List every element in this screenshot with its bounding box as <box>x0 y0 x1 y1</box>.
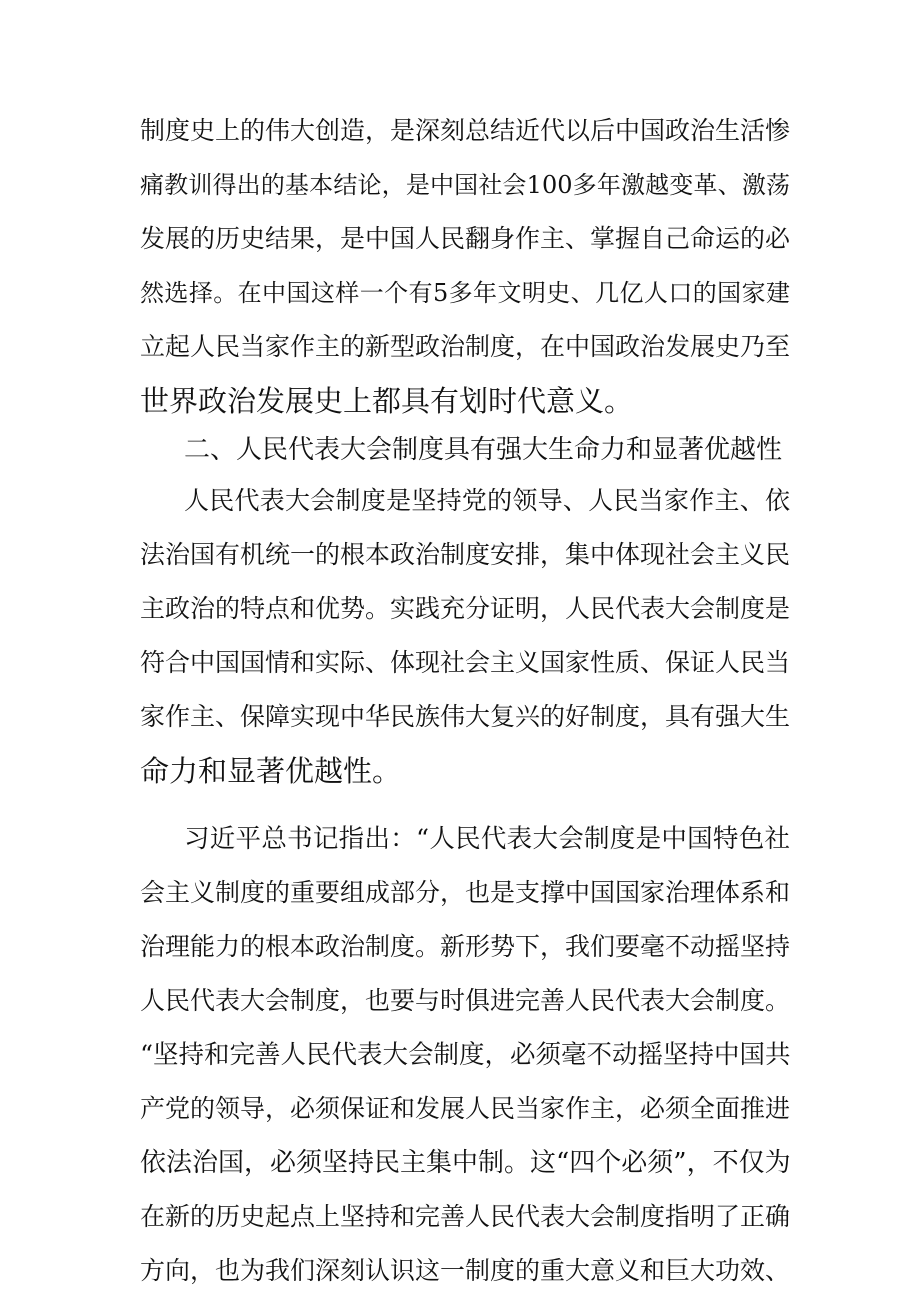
paragraph-3-line-6: 产党的领导，必须保证和发展人民当家作主，必须全面推进 <box>140 1094 791 1123</box>
paragraph-3-line-7: 依法治国，必须坚持民主集中制。这“四个必须”，不仅为 <box>140 1148 791 1178</box>
paragraph-3-line-5: “坚持和完善人民代表大会制度，必须毫不动摇坚持中国共 <box>140 1040 791 1070</box>
paragraph-3-line-4: 人民代表大会制度，也要与时俱进完善人民代表大会制度。 <box>140 986 791 1015</box>
paragraph-2-line-5: 家作主、保障实现中华民族伟大复兴的好制度，具有强大生 <box>140 702 791 731</box>
paragraph-2-line-1: 人民代表大会制度是坚持党的领导、人民当家作主、依 <box>184 486 790 515</box>
paragraph-1-line-2: 痛教训得出的基本结论，是中国社会100多年激越变革、激荡 <box>140 171 790 199</box>
paragraph-3-line-9: 方向，也为我们深刻认识这一制度的重大意义和巨大功效、 <box>140 1256 791 1285</box>
paragraph-2-line-6: 命力和显著优越性。 <box>140 754 402 788</box>
paragraph-2-line-4: 符合中国国情和实际、体现社会主义国家性质、保证人民当 <box>140 648 791 677</box>
paragraph-3-line-1: 习近平总书记指出：“人民代表大会制度是中国特色社 <box>184 824 790 854</box>
paragraph-1-line-1: 制度史上的伟大创造，是深刻总结近代以后中国政治生活惨 <box>140 116 791 145</box>
paragraph-2-line-2: 法治国有机统一的根本政治制度安排，集中体现社会主义民 <box>140 540 791 569</box>
paragraph-3-line-3: 治理能力的根本政治制度。新形势下，我们要毫不动摇坚持 <box>140 932 791 961</box>
paragraph-1-line-4: 然选择。在中国这样一个有5多年文明史、几亿人口的国家建 <box>140 279 790 307</box>
section-heading: 二、人民代表大会制度具有强大生命力和显著优越性 <box>184 435 783 465</box>
paragraph-3-line-2: 会主义制度的重要组成部分，也是支撑中国国家治理体系和 <box>140 878 791 907</box>
paragraph-1-line-5: 立起人民当家作主的新型政治制度，在中国政治发展史乃至 <box>140 332 791 361</box>
paragraph-3-line-8: 在新的历史起点上坚持和完善人民代表大会制度指明了正确 <box>140 1202 791 1231</box>
paragraph-2-line-3: 主政治的特点和优势。实践充分证明，人民代表大会制度是 <box>140 594 791 623</box>
paragraph-1-line-6: 世界政治发展史上都具有划时代意义。 <box>140 384 634 418</box>
paragraph-1-line-3: 发展的历史结果，是中国人民翻身作主、掌握自己命运的必 <box>140 224 791 253</box>
